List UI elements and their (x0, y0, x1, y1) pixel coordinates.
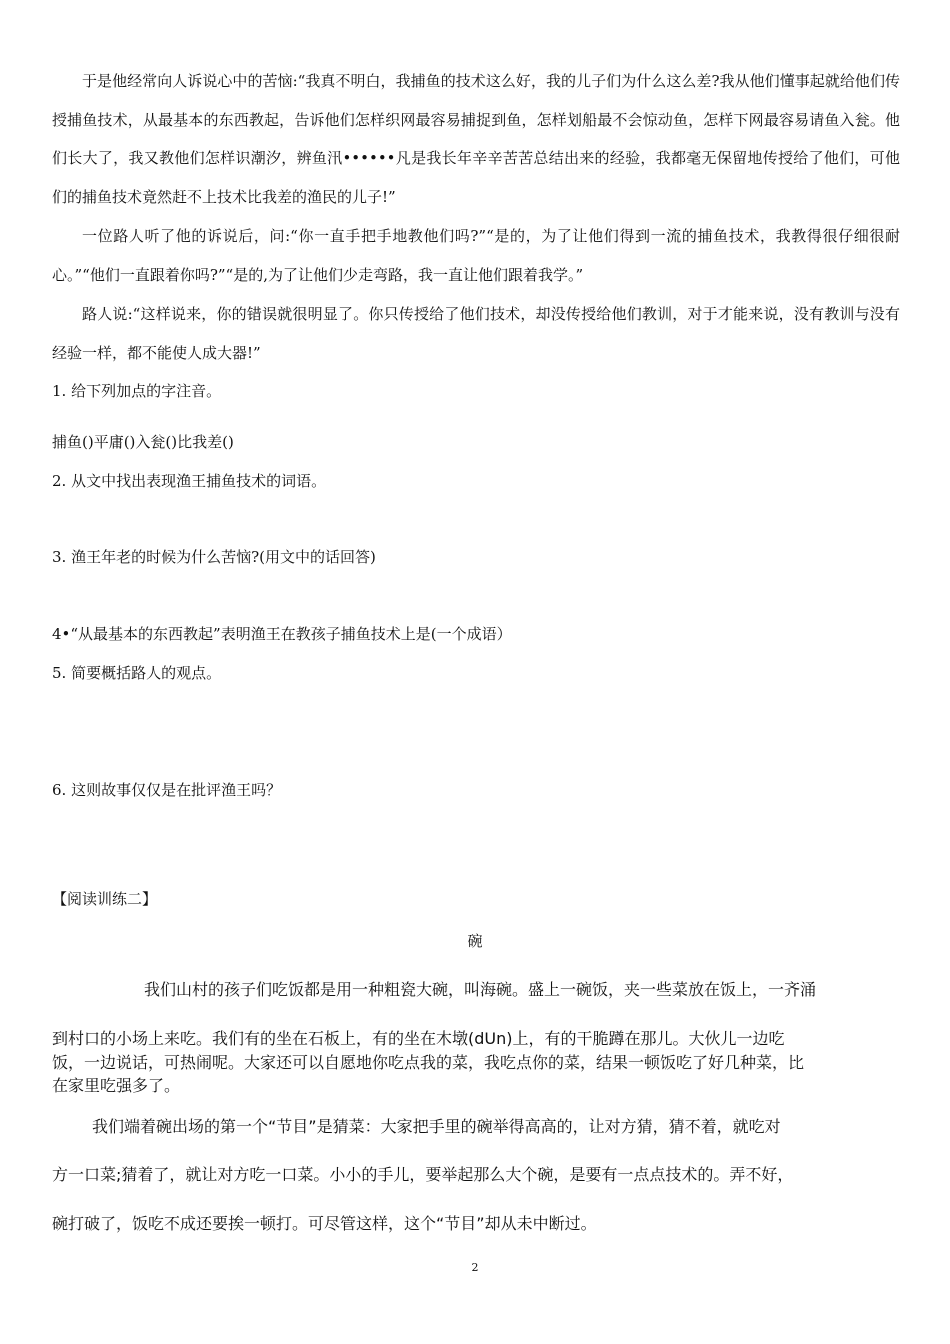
question-1-items: 捕鱼()平庸()入瓮()比我差() (52, 433, 234, 451)
question-2: 2. 从文中找出表现渔王捕鱼技术的词语。 (52, 472, 327, 490)
passage2-paragraph-1-line-2: 到村口的小场上来吃。我们有的坐在石板上，有的坐在木墩(dUn)上，有的干脆蹲在那儿。大伙儿一边吃 (52, 1029, 785, 1048)
question-6: 6. 这则故事仅仅是在批评渔王吗？ (52, 781, 282, 799)
passage2-paragraph-2-line-1: 我们端着碗出场的第一个“节目”是猜菜：大家把手里的碗举得高高的，让对方猜，猜不着，就吃对 (92, 1117, 781, 1136)
question-5: 5. 简要概括路人的观点。 (52, 664, 222, 682)
passage1-paragraph-1: 于是他经常向人诉说心中的苦恼:“我真不明白，我捕鱼的技术这么好，我的儿子们为什么这么差?我从他们懂事起就给他们传授捕鱼技术，从最基本的东西教起，告诉他们怎样织网最容易捕捉到鱼，怎样划船最不会惊动鱼，怎样下网最容易请鱼入瓮。他们长大了，我又教他们怎样识潮汐，辨鱼汛••••••凡是我长年辛辛苦苦总结出来的经验，我都毫无保留地传授给了他们，可他们的捕鱼技术竟然赶不上技术比我差的渔民的儿子!” (52, 72, 900, 206)
passage2-paragraph-2-line-3: 碗打破了，饭吃不成还要挨一顿打。可尽管这样，这个“节目”却从未中断过。 (52, 1214, 597, 1233)
passage2-paragraph-1-line-4: 在家里吃强多了。 (52, 1076, 181, 1095)
question-3: 3. 渔王年老的时候为什么苦恼?(用文中的话回答) (52, 548, 376, 566)
section-heading: 【阅读训练二】 (52, 890, 158, 908)
passage1-paragraph-3: 路人说:“这样说来，你的错误就很明显了。你只传授给了他们技术，却没传授给他们教训，对于才能来说，没有教训与没有经验一样，都不能使人成大器!” (52, 305, 900, 362)
page-number: 2 (471, 1261, 479, 1274)
passage-title: 碗 (467, 932, 483, 950)
passage1-paragraph-2: 一位路人听了他的诉说后，问:“你一直手把手地教他们吗?”“是的，为了让他们得到一流的捕鱼技术，我教得很仔细很耐心。”“他们一直跟着你吗?”“是的,为了让他们少走弯路，我一直让他们跟着我学。” (52, 227, 900, 284)
passage2-paragraph-2-line-2: 方一口菜;猜着了，就让对方吃一口菜。小小的手儿，要举起那么大个碗，是要有一点点技术的。弄不好， (52, 1165, 794, 1184)
question-4: 4•“从最基本的东西教起”表明渔王在教孩子捕鱼技术上是(一个成语） (52, 625, 512, 643)
passage2-paragraph-1-line-1: 我们山村的孩子们吃饭都是用一种粗瓷大碗，叫海碗。盛上一碗饭，夹一些菜放在饭上，一齐涌 (144, 980, 817, 999)
question-1: 1. 给下列加点的字注音。 (52, 382, 222, 400)
passage2-paragraph-1-line-3: 饭，一边说话，可热闹呢。大家还可以自愿地你吃点我的菜，我吃点你的菜，结果一顿饭吃了好几种菜，比 (52, 1053, 805, 1072)
